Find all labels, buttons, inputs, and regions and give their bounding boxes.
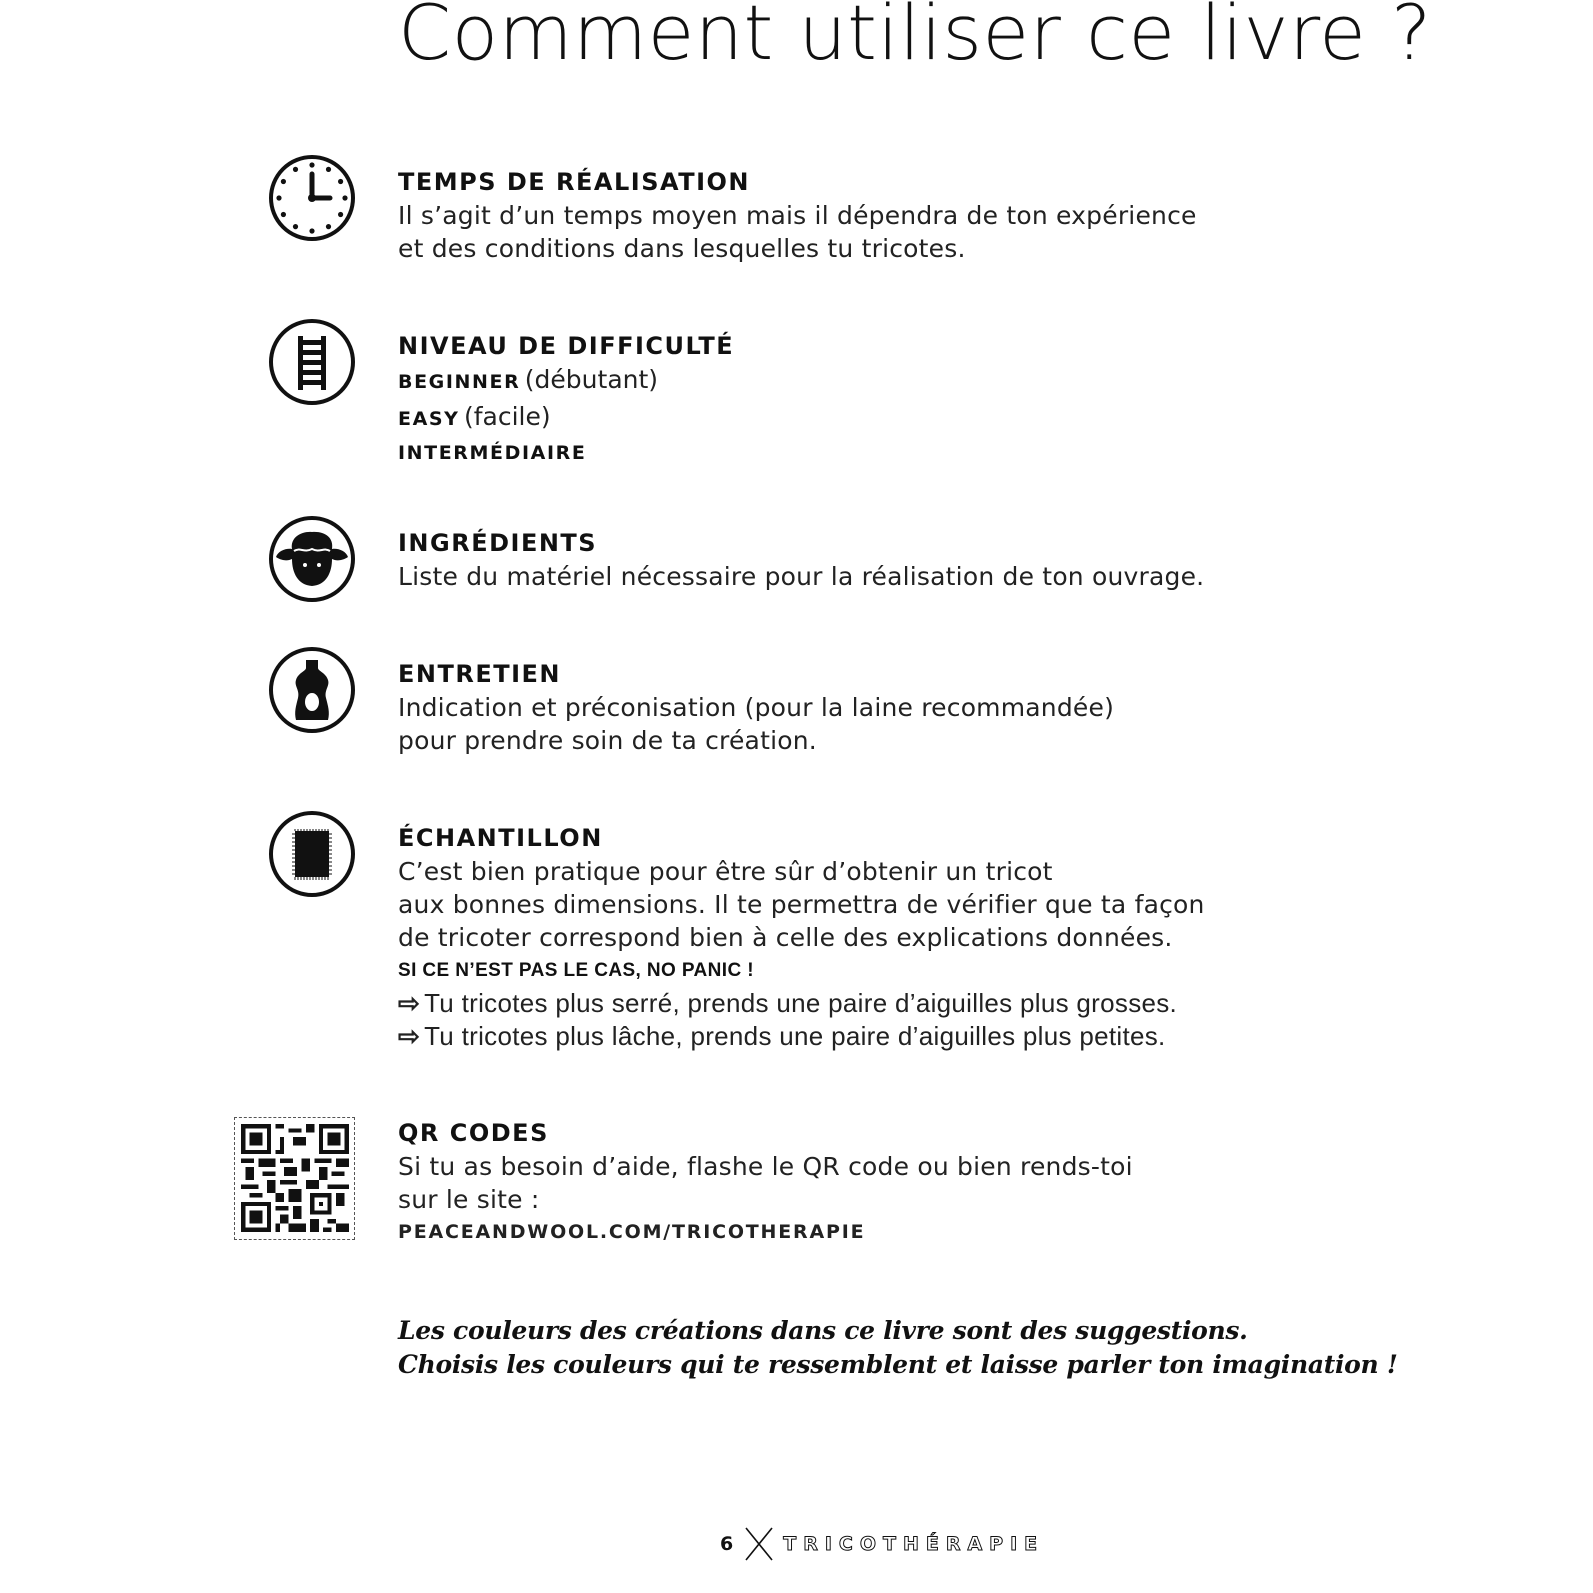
level-beginner [398, 363, 1298, 400]
tip-text: Tu tricotes plus serré, prends une paire d’aiguilles plus grosses. [424, 988, 1178, 1018]
section-heading: QR CODES [398, 1119, 549, 1147]
website-link[interactable]: PEACEANDWOOL.COM/TRICOTHERAPIE [398, 1221, 866, 1243]
note-line: Les couleurs des créations dans ce livre sont des suggestions. [398, 1316, 1248, 1345]
level-easy [398, 400, 1298, 437]
tip-looser [398, 1020, 1298, 1053]
qr-code-icon[interactable] [234, 1117, 355, 1240]
section-text: Liste du matériel nécessaire pour la réalisation de ton ouvrage. [398, 562, 1205, 591]
tip-text: Tu tricotes plus lâche, prends une paire d’aiguilles plus petites. [424, 1021, 1166, 1051]
level-label: INTERMÉDIAIRE [398, 442, 587, 464]
section-text: de tricoter correspond bien à celle des explications données. [398, 923, 1173, 952]
section-text: aux bonnes dimensions. Il te permettra de vérifier que ta façon [398, 890, 1205, 919]
no-panic-note: SI CE N’EST PAS LE CAS, NO PANIC ! [398, 960, 754, 981]
swatch-icon [268, 810, 356, 898]
section-heading: TEMPS DE RÉALISATION [398, 168, 751, 196]
page-footer [720, 1528, 1044, 1560]
arrow-right-icon: ⇨ [398, 988, 421, 1018]
section-heading: INGRÉDIENTS [398, 529, 598, 557]
section-text: Il s’agit d’un temps moyen mais il dépendra de ton expérience [398, 201, 1197, 230]
color-suggestion-note [398, 1314, 1398, 1382]
level-intermediate [398, 437, 1298, 471]
level-label: EASY [398, 408, 460, 430]
sheep-icon [268, 515, 356, 603]
level-label: BEGINNER [398, 371, 521, 393]
page-number: 6 [720, 1533, 734, 1555]
level-translation: (facile) [463, 402, 551, 431]
note-line: Choisis les couleurs qui te ressemblent et laisse parler ton imagination ! [398, 1350, 1398, 1379]
section-heading: ÉCHANTILLON [398, 824, 603, 852]
section-text: Indication et préconisation (pour la laine recommandée) [398, 693, 1115, 722]
level-translation: (débutant) [524, 365, 659, 394]
section-text: et des conditions dans lesquelles tu tricotes. [398, 234, 966, 263]
section-heading: ENTRETIEN [398, 660, 562, 688]
page-title: Comment utiliser ce livre ? [398, 0, 1432, 77]
clock-icon [268, 154, 356, 242]
section-heading: NIVEAU DE DIFFICULTÉ [398, 332, 735, 360]
detergent-bottle-icon [268, 646, 356, 734]
crossed-needles-icon [741, 1527, 777, 1561]
brand-name: TRICOTHÉRAPIE [783, 1533, 1045, 1555]
section-text: pour prendre soin de ta création. [398, 726, 817, 755]
section-text: sur le site : [398, 1185, 540, 1214]
section-text: C’est bien pratique pour être sûr d’obtenir un tricot [398, 857, 1053, 886]
section-text: Si tu as besoin d’aide, flashe le QR code ou bien rends-toi [398, 1152, 1133, 1181]
arrow-right-icon: ⇨ [398, 1021, 421, 1051]
ladder-icon [268, 318, 356, 406]
tip-tighter [398, 987, 1298, 1020]
